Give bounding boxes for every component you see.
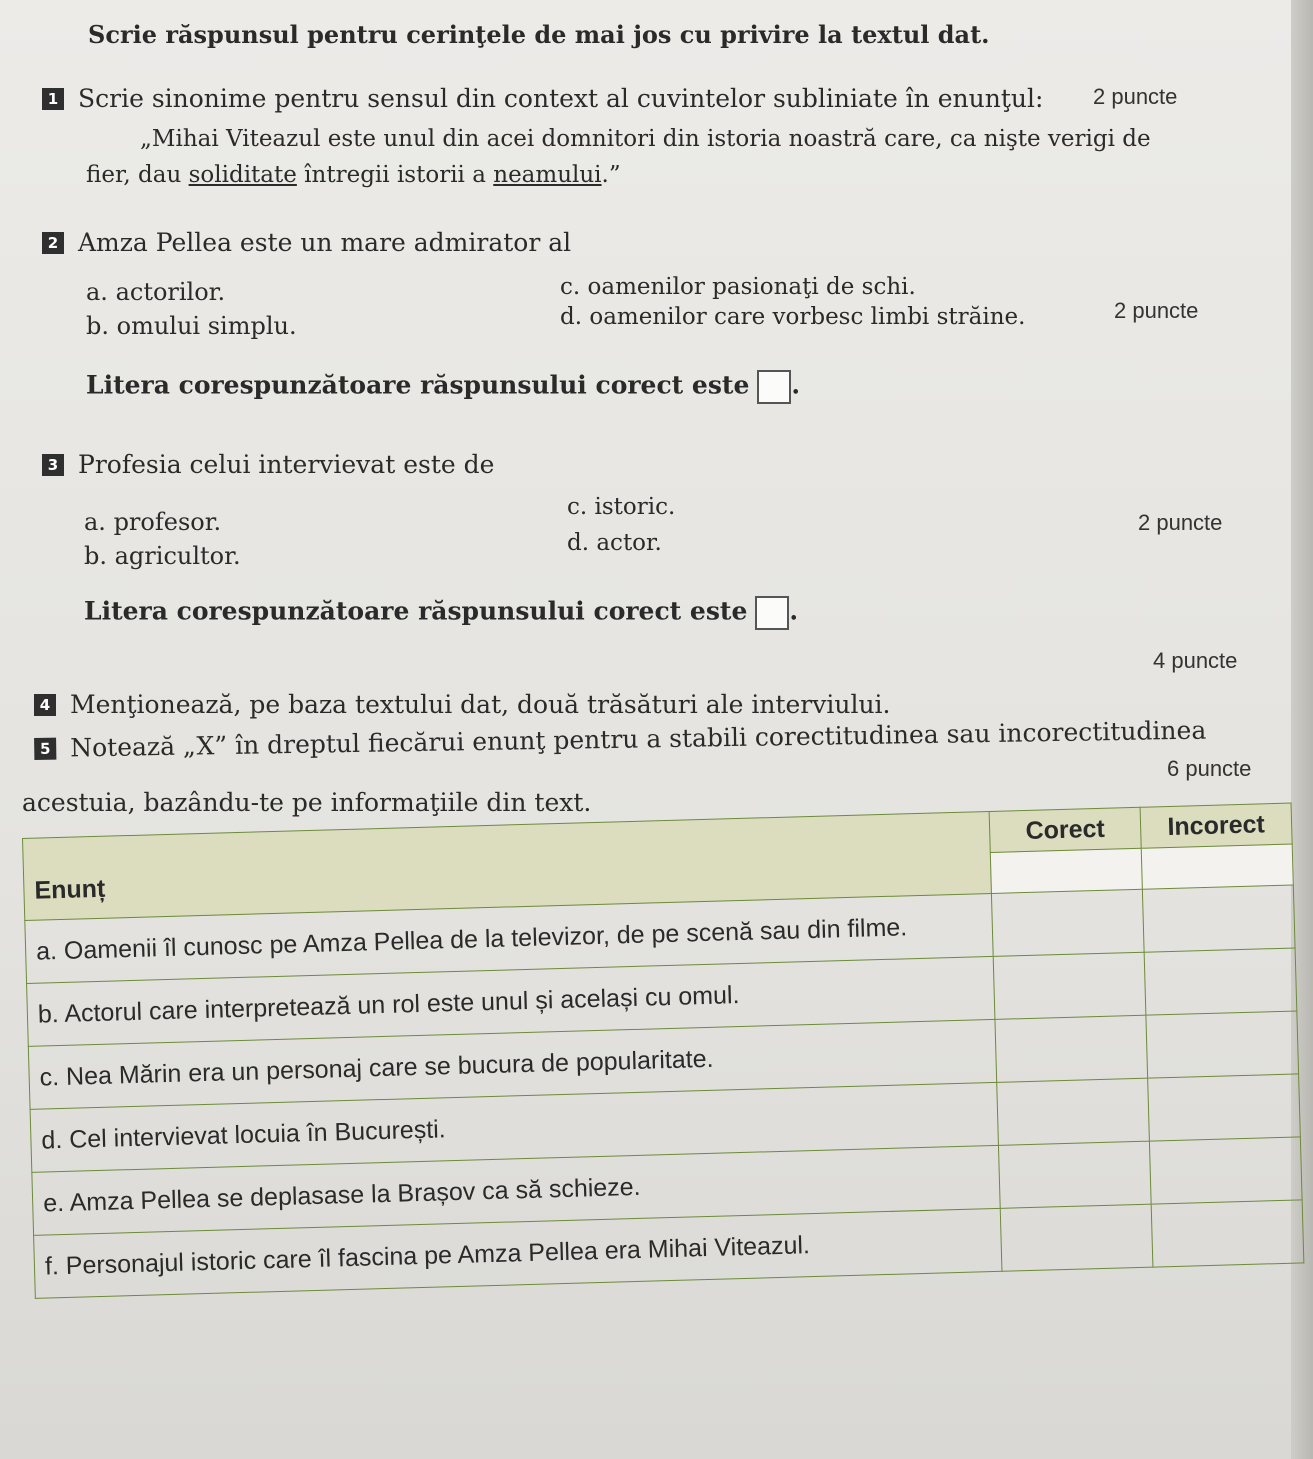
question-number: 2 (42, 232, 64, 254)
answer-cell-correct[interactable] (997, 1078, 1150, 1145)
question-number: 3 (42, 454, 64, 476)
answer-cell-correct[interactable] (1000, 1204, 1153, 1271)
underlined-word-soliditate: soliditate (188, 162, 297, 188)
option-d: d. actor. (567, 530, 662, 556)
answer-box[interactable] (755, 596, 789, 630)
answer-cell-incorrect[interactable] (1151, 1200, 1304, 1267)
question-1 (42, 84, 1043, 113)
question-3-points: 2 puncte (1138, 510, 1223, 535)
header-incorrect: Incorect (1140, 803, 1292, 848)
question-3 (42, 450, 494, 479)
statement-cell: d. Cel intervievat locuia în București. (30, 1082, 998, 1172)
answer-cell-correct[interactable] (993, 952, 1146, 1019)
header-statement: Enunț (23, 811, 992, 920)
answer-cell-correct[interactable] (991, 889, 1144, 956)
question-5-text-2: acestuia, bazându-te pe informaţiile din text. (22, 788, 592, 817)
option-c: c. oamenilor pasionaţi de schi. (560, 274, 916, 300)
question-4-text: Menţionează, pe baza textului dat, două trăsături ale interviului. (70, 690, 891, 719)
answer-cell-incorrect[interactable] (1146, 1011, 1299, 1078)
answer-cell-incorrect[interactable] (1149, 1137, 1302, 1204)
answer-line-2: Litera corespunzătoare răspunsului corect este . (86, 370, 800, 404)
answer-cell-correct[interactable] (990, 848, 1142, 893)
question-number: 4 (34, 694, 56, 716)
quote-text: întregii istorii a (296, 162, 494, 188)
answer-cell-incorrect[interactable] (1141, 844, 1293, 889)
underlined-word-neamului: neamului (493, 162, 602, 188)
question-number: 5 (34, 737, 56, 759)
instruction-heading: Scrie răspunsul pentru cerinţele de mai jos cu privire la textul dat. (88, 20, 990, 49)
statement-cell: a. Oamenii îl cunosc pe Amza Pellea de la televizor, de pe scenă sau din filme. (25, 893, 993, 983)
question-5-text-1: Notează „X” în dreptul fiecărui enunţ pentru a stabili corectitudinea sau incorectitudinea (69, 715, 1207, 763)
question-3-text: Profesia celui intervievat este de (78, 450, 495, 479)
question-5-points: 6 puncte (1167, 756, 1252, 781)
question-number: 1 (42, 88, 64, 110)
option-d: d. oamenilor care vorbesc limbi străine. (560, 304, 1026, 330)
quote-line-2 (86, 162, 621, 188)
question-5 (34, 716, 1206, 763)
answer-cell-correct[interactable] (998, 1141, 1151, 1208)
option-b: b. agricultor. (84, 542, 241, 570)
statement-cell: f. Personajul istoric care îl fascina pe Amza Pellea era Mihai Viteazul. (34, 1208, 1002, 1298)
quote-line-1: „Mihai Viteazul este unul din acei domnitori din istoria noastră care, ca nişte verigi de (140, 126, 1151, 152)
statement-cell: c. Nea Mărin era un personaj care se bucura de popularitate. (28, 1019, 996, 1109)
question-2-points: 2 puncte (1114, 298, 1199, 323)
question-4-points: 4 puncte (1153, 648, 1238, 673)
question-2-text: Amza Pellea este un mare admirator al (78, 228, 572, 257)
answer-label: Litera corespunzătoare răspunsului corect este (86, 370, 750, 400)
option-c: c. istoric. (567, 494, 676, 520)
statement-cell: b. Actorul care interpretează un rol este unul și același cu omul. (27, 956, 995, 1046)
answer-line-3: Litera corespunzătoare răspunsului corect este . (84, 596, 798, 630)
option-b: b. omului simplu. (86, 312, 297, 340)
question-1-text: Scrie sinonime pentru sensul din context al cuvintelor subliniate în enunţul: (78, 84, 1044, 113)
header-correct: Corect (989, 807, 1141, 852)
quote-text: fier, dau (86, 162, 189, 188)
answer-cell-correct[interactable] (995, 1015, 1148, 1082)
question-4 (34, 690, 890, 719)
statement-cell: e. Amza Pellea se deplasase la Brașov ca să schieze. (32, 1145, 1000, 1235)
quote-text: .” (601, 162, 621, 188)
option-a: a. actorilor. (86, 278, 226, 306)
answer-box[interactable] (757, 370, 791, 404)
answer-label: Litera corespunzătoare răspunsului corect este (84, 596, 748, 626)
question-1-points: 2 puncte (1093, 84, 1178, 109)
option-a: a. profesor. (84, 508, 222, 536)
answer-cell-incorrect[interactable] (1148, 1074, 1301, 1141)
answer-cell-incorrect[interactable] (1142, 885, 1295, 952)
evaluation-table (22, 803, 1304, 1299)
answer-cell-incorrect[interactable] (1144, 948, 1297, 1015)
question-2 (42, 228, 571, 257)
